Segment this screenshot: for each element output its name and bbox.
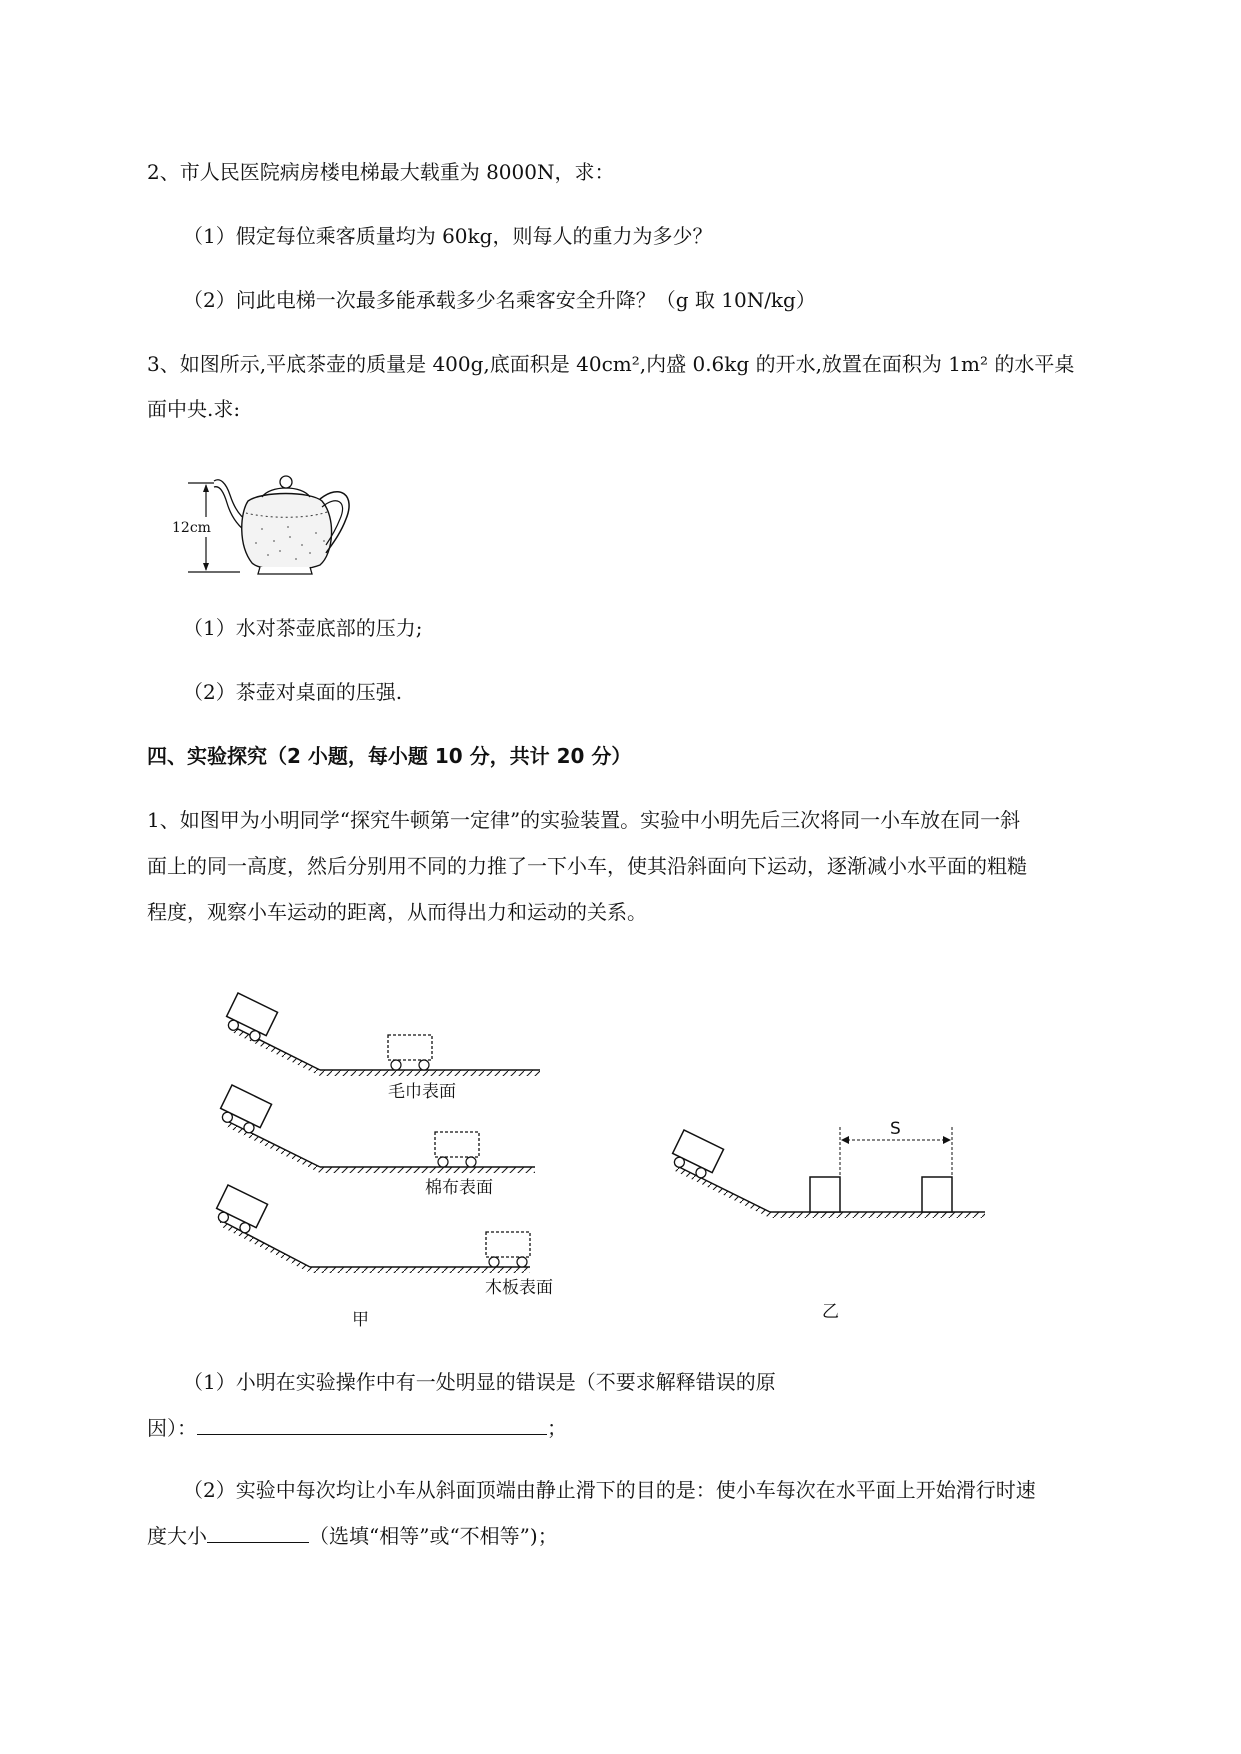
surface-label-cotton: 棉布表面 [425, 1178, 493, 1198]
track-wood [212, 1185, 553, 1298]
exp1-part2-line1: （2）实验中每次均让小车从斜面顶端由静止滑下的目的是：使小车每次在水平面上开始滑行时速 [183, 1478, 1036, 1502]
figure-label-jia: 甲 [352, 1310, 369, 1330]
exp1-part1-prefix: 因）： [147, 1416, 197, 1440]
exp1-part2-prefix: 度大小 [147, 1524, 207, 1548]
figure-jia [220, 975, 560, 1335]
exp1-stem-line1: 1、如图甲为小明同学“探究牛顿第一定律”的实验装置。实验中小明先后三次将同一小车放在同一斜 [147, 808, 1021, 832]
figure-label-yi: 乙 [822, 1302, 839, 1322]
exp1-part1-suffix: ； [547, 1416, 567, 1440]
teapot-height-label: 12cm [172, 520, 211, 536]
q2-stem: 2、市人民医院病房楼电梯最大载重为 8000N，求： [147, 160, 615, 184]
exp1-part1-line2 [147, 1414, 567, 1442]
exp1-stem-line2: 面上的同一高度，然后分别用不同的力推了一下小车，使其沿斜面向下运动，逐渐减小水平面的粗糙 [147, 854, 1027, 878]
q3-part2: （2）茶壶对桌面的压强. [183, 680, 403, 704]
surface-label-wood: 木板表面 [485, 1278, 553, 1298]
q3-stem-line2: 面中央.求: [147, 397, 241, 421]
q2-part2: （2）问此电梯一次最多能承载多少名乘客安全升降？（g 取 10N/kg） [183, 288, 816, 312]
teapot-figure [170, 455, 360, 585]
q3-part1: （1）水对茶壶底部的压力; [183, 616, 423, 640]
surface-label-towel: 毛巾表面 [388, 1082, 456, 1102]
figure-yi [670, 1105, 990, 1325]
exp1-stem-line3: 程度，观察小车运动的距离，从而得出力和运动的关系。 [147, 900, 647, 924]
track-towel [222, 993, 540, 1102]
answer-blank-1[interactable] [197, 1414, 547, 1435]
answer-blank-2[interactable] [207, 1522, 309, 1543]
exp1-part2-line2 [147, 1522, 558, 1550]
section-title: 四、实验探究（2 小题，每小题 10 分，共计 20 分） [147, 744, 632, 768]
exp1-part1-line1: （1）小明在实验操作中有一处明显的错误是（不要求解释错误的原 [183, 1370, 776, 1394]
q3-stem-line1: 3、如图所示,平底茶壶的质量是 400g,底面积是 40cm²,内盛 0.6kg 的开水,放置在面积为 1m² 的水平桌 [147, 352, 1075, 376]
q2-part1: （1）假定每位乘客质量均为 60kg，则每人的重力为多少？ [183, 224, 713, 248]
distance-label: S [890, 1119, 901, 1139]
track-cotton [216, 1085, 535, 1198]
exp1-part2-suffix: （选填“相等”或“不相等”)； [309, 1524, 558, 1548]
